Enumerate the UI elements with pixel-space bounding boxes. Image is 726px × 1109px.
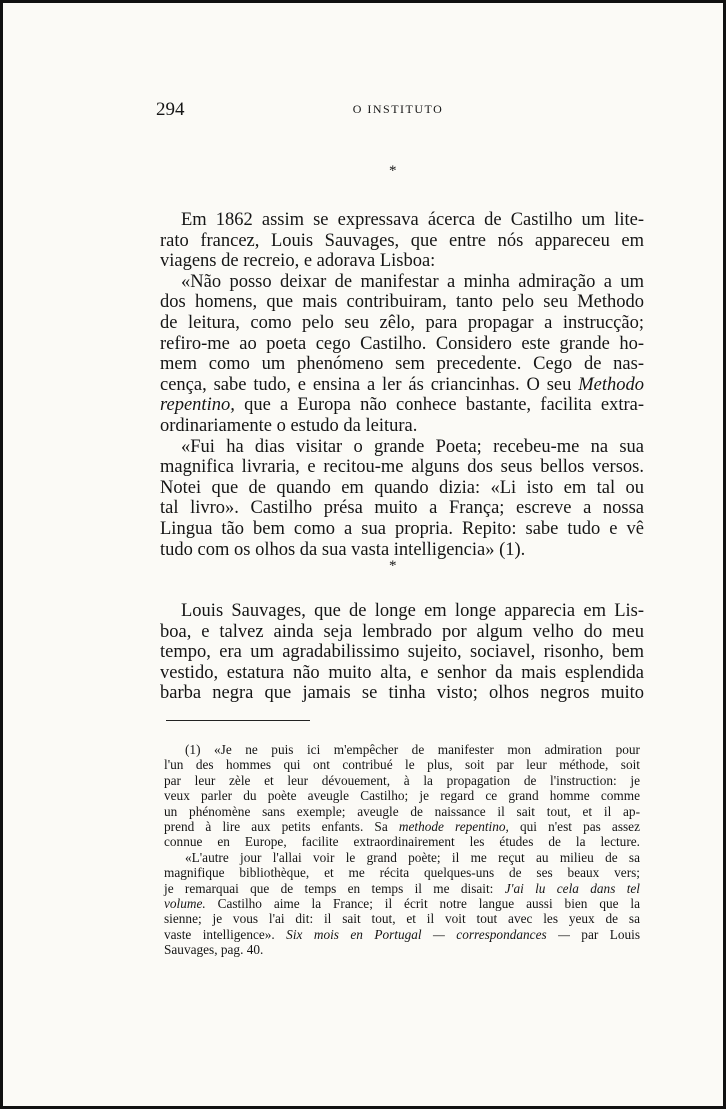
italic-title: Methodo	[578, 374, 644, 395]
text-line: Em 1862 assim se expressava ácerca de Castilho um lite-	[181, 210, 644, 230]
section-separator-1: *	[389, 163, 397, 179]
page-header	[153, 99, 643, 123]
text-line: ordinariamente o estudo da leitura.	[160, 415, 418, 436]
footnote-line: veux parler du poète aveugle Castilho; je regard ce grand homme comme	[164, 788, 640, 804]
footnote-line: sienne; je vous l'ai dit: il sait tout, et il voit tout avec les yeux de sa	[164, 911, 640, 927]
footnote-line: Sauvages, pag. 40.	[164, 942, 264, 958]
text-fragment: vaste intelligence».	[164, 926, 287, 942]
footnote	[164, 742, 640, 958]
footnote-line: magnifique bibliothèque, et me récita quelques-uns de ses beaux vers;	[164, 865, 640, 881]
text-line: refiro-me ao poeta cego Castilho. Considero este grande ho-	[160, 333, 644, 354]
text-line: tudo com os olhos da sua vasta intelligencia» (1).	[160, 539, 526, 560]
section-1-text	[160, 210, 644, 560]
footnote-line	[164, 896, 640, 911]
text-line: «Fui ha dias visitar o grande Poeta; recebeu-me na sua	[181, 436, 644, 457]
text-line: boa, e talvez ainda seja lembrado por algum velho do meu	[160, 621, 644, 642]
footnote-line: un phénomène sans exemple; aveugle de naissance il sait tout, et il ap-	[164, 803, 640, 819]
footnote-rule	[166, 720, 310, 721]
text-line: mem como um phenómeno sem precedente. Cego de nas-	[160, 354, 644, 375]
text-fragment: prend à lire aux petits enfants. Sa	[164, 819, 399, 835]
footnote-line: par leur zèle et leur dévouement, à la propagation de l'instruction: je	[164, 772, 640, 788]
text-fragment: qui n'est pas assez	[508, 819, 640, 835]
text-line	[160, 395, 644, 416]
footnote-line	[164, 881, 640, 896]
text-line: dos homens, que mais contribuiram, tanto pelo seu Methodo	[160, 292, 644, 313]
running-head: O INSTITUTO	[352, 102, 444, 116]
text-line: barba negra que jamais se tinha visto; olhos negros muito	[160, 683, 644, 704]
footnote-line: l'un des hommes qui ont contribué le plus, soit par leur méthode, soit	[164, 757, 640, 773]
section-separator-2: *	[389, 558, 397, 574]
footnote-line: (1) «Je ne puis ici m'empêcher de manifester mon admiration pour	[185, 742, 640, 757]
text-line: Lingua tão bem como a sua propria. Repito: sabe tudo e vê	[160, 518, 644, 539]
text-fragment: que a Europa não conhece bastante, facilita extra-	[234, 395, 644, 416]
footnote-line: «L'autre jour l'allai voir le grand poète; il me reçut au milieu de sa	[185, 849, 640, 865]
text-line: «Não posso deixar de manifestar a minha admiração a um	[181, 271, 644, 292]
text-line: Notei que de quando em quando dizia: «Li isto em tal ou	[160, 477, 644, 498]
text-line: Louis Sauvages, que de longe em longe apparecia em Lis-	[181, 601, 644, 621]
text-line: de leitura, como pelo seu zêlo, para propagar a instrucção;	[160, 312, 644, 333]
text-fragment: Castilho aime la France; il écrit notre langue aussi bien que la	[205, 896, 640, 912]
footnote-line: connue en Europe, facilite extraordinairement les études de la lecture.	[164, 834, 640, 850]
text-line: rato francez, Louis Sauvages, que entre nós appareceu em	[160, 230, 644, 251]
text-fragment: par Louis	[569, 926, 640, 942]
text-fragment: je remarquai que de temps en temps il me disait:	[164, 880, 505, 896]
footnote-line	[164, 819, 640, 834]
text-line: tempo, era um agradabilissimo sujeito, sociavel, risonho, bem	[160, 642, 644, 663]
section-2-text	[160, 601, 644, 704]
italic-title: methode repentino,	[398, 819, 509, 835]
page-number: 294	[156, 99, 185, 120]
italic-quote: J'ai lu cela dans tel	[504, 880, 640, 896]
text-line: magnifica livraria, e recitou-me alguns dos seus bellos versos.	[160, 457, 644, 478]
text-line: vestido, estatura não muito alta, e senhor da mais esplendida	[160, 662, 644, 683]
text-line: viagens de recreio, e adorava Lisboa:	[160, 251, 436, 272]
text-line	[160, 375, 644, 396]
italic-title: Six mois en Portugal — correspondances —	[286, 926, 570, 942]
book-page	[3, 3, 723, 1106]
text-line: tal livro». Castilho présa muito a França; escreve a nossa	[160, 498, 644, 519]
footnote-line	[164, 927, 640, 942]
italic-quote: volume.	[164, 896, 206, 912]
text-fragment: cença, sabe tudo, e ensina a ler ás criancinhas. O seu	[160, 374, 579, 395]
italic-title: repentino,	[160, 395, 235, 416]
